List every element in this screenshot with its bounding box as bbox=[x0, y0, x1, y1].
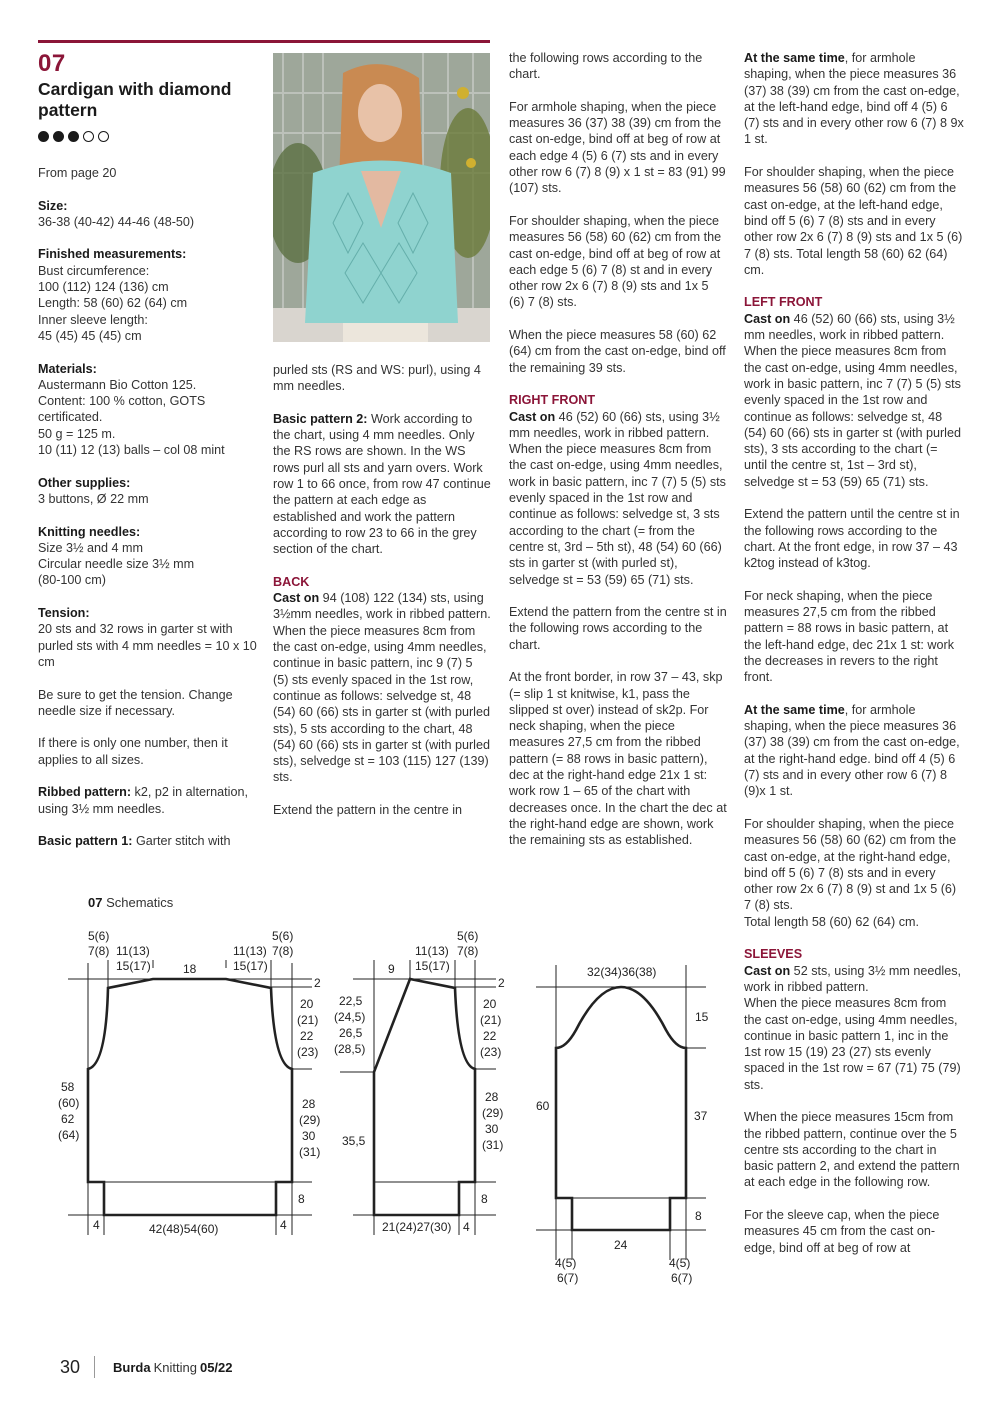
needles-line: Circular needle size 3½ mm bbox=[38, 557, 195, 572]
cast-on-label: Cast on bbox=[744, 963, 791, 978]
dim-label: 37 bbox=[694, 1109, 708, 1123]
dim-label: (21) bbox=[480, 1013, 502, 1027]
dim-label: 15 bbox=[695, 1010, 709, 1024]
dim-label: 4 bbox=[463, 1220, 470, 1234]
left-front-paragraph: Extend the pattern until the centre st in the following rows according to the chart. At the front edge, in row 37 – 43 k2tog instead of k3tog. bbox=[744, 507, 960, 571]
dim-label: 20 bbox=[483, 997, 497, 1011]
sleeves-paragraph: When the piece measures 15cm from the ribbed pattern, continue over the 5 centre sts according to the chart in basic pattern 2, and extend the pattern at each edge in the following row. bbox=[744, 1110, 960, 1190]
pattern-number: 07 bbox=[38, 50, 66, 77]
size-label: Size: bbox=[38, 198, 68, 213]
sizes-note: If there is only one number, then it applies to all sizes. bbox=[38, 736, 228, 767]
dim-label: 8 bbox=[695, 1209, 702, 1223]
back-outline bbox=[88, 979, 292, 1215]
dim-label: 4(5) bbox=[555, 1256, 577, 1270]
tension-note: Be sure to get the tension. Change needle size if necessary. bbox=[38, 687, 233, 718]
dim-label: 30 bbox=[302, 1129, 316, 1143]
dim-label: 6(7) bbox=[557, 1271, 579, 1285]
sleeve-outline bbox=[556, 987, 686, 1230]
supplies-label: Other supplies: bbox=[38, 475, 131, 490]
needles-label: Knitting needles: bbox=[38, 524, 141, 539]
footer-issue: 05/22 bbox=[199, 1359, 233, 1375]
dim-label: 4 bbox=[280, 1218, 287, 1232]
dim-label: 32(34)36(38) bbox=[587, 965, 657, 979]
dim-label: 2 bbox=[498, 976, 505, 990]
cast-on-label: Cast on bbox=[509, 409, 556, 424]
dim-label: 4 bbox=[93, 1218, 100, 1232]
dim-label: 5(6) bbox=[272, 929, 294, 943]
dim-label: 7(8) bbox=[272, 944, 294, 958]
dim-label: 35,5 bbox=[342, 1134, 366, 1148]
dim-label: 18 bbox=[183, 962, 197, 976]
size-value: 36-38 (40-42) 44-46 (48-50) bbox=[38, 214, 195, 229]
dim-label: 22,5 bbox=[339, 994, 363, 1008]
dim-label: 58 bbox=[61, 1080, 75, 1094]
measurement-line: Inner sleeve length: bbox=[38, 312, 148, 327]
same-time-label: At the same time bbox=[744, 51, 845, 65]
cast-on-value: 46 (52) 60 (66) sts, using 3½ mm needles, work in ribbed pattern. bbox=[509, 409, 720, 440]
ribbed-value: k2, p2 in alternation, using 3½ mm needles. bbox=[38, 785, 248, 816]
page-number: 30 bbox=[60, 1356, 81, 1377]
dim-label: (31) bbox=[299, 1145, 321, 1159]
left-front-total: Total length 58 (60) 62 (64) cm. bbox=[744, 914, 920, 929]
dim-label: 11(13) bbox=[233, 944, 267, 958]
materials-line: Austermann Bio Cotton 125. bbox=[38, 377, 197, 392]
materials-line: 50 g = 125 m. bbox=[38, 426, 116, 441]
dim-label: (23) bbox=[297, 1045, 319, 1059]
tension-label: Tension: bbox=[38, 606, 90, 621]
front-labels bbox=[334, 929, 505, 1234]
footer-divider bbox=[94, 1356, 95, 1378]
tension-value: 20 sts and 32 rows in garter st with purled sts with 4 mm needles = 10 x 10 cm bbox=[38, 622, 257, 669]
cast-on-value: 52 sts, using 3½ mm needles, work in ribbed pattern. bbox=[744, 963, 961, 994]
left-front-shoulder: For shoulder shaping, when the piece measures 56 (58) 60 (62) cm from the cast on-edge, at the right-hand edge, bind off 5 (6) 7 (8) sts and in every other row 2x 6 (7) 8 (9) st and 1x 5 (6) 7 (8) sts. bbox=[744, 816, 957, 913]
front-dimension-lines bbox=[340, 960, 496, 1235]
dim-label: 5(6) bbox=[88, 929, 110, 943]
dim-label: 9 bbox=[388, 962, 395, 976]
back-paragraph: Extend the pattern in the centre in bbox=[273, 803, 463, 818]
needles-line: Size 3½ and 4 mm bbox=[38, 540, 143, 555]
back-final: When the piece measures 58 (60) 62 (64) cm from the cast on-edge, bind off the remaining 39 sts. bbox=[509, 328, 726, 375]
dim-label: (28,5) bbox=[334, 1042, 366, 1056]
sleeve-dimension-lines bbox=[536, 965, 706, 1260]
same-time-label: At the same time bbox=[744, 702, 845, 717]
dim-label: 15(17) bbox=[415, 959, 450, 973]
section-heading-left-front: LEFT FRONT bbox=[744, 295, 823, 310]
measurement-line: 100 (112) 124 (136) cm bbox=[38, 280, 169, 295]
dim-label: 2 bbox=[314, 976, 321, 990]
back-shoulder: For shoulder shaping, when the piece measures 56 (58) 60 (62) cm from the cast on-edge, bind off at beg of row at each edge 5 (6) 7 (8) st and in every other row 2x 6 (7) 8 (9) sts and 1x 5 (6) 7 (8) sts. bbox=[509, 213, 722, 310]
measurement-line: Bust circumference: bbox=[38, 263, 150, 278]
dim-label: 5(6) bbox=[457, 929, 479, 943]
cast-on-value: 94 (108) 122 (134) sts, using 3½mm needles, work in ribbed pattern. bbox=[273, 591, 491, 622]
back-paragraph: When the piece measures 8cm from the cast on-edge, using 4mm needles, continue in basic pattern, inc 9 (7) 5 (5) sts evenly spaced in the 1st row, continue as follows: selvedge st, 48 (54) 60 (66) sts in garter st (with purled sts), 5 sts according to the chart, 48 (54) 60 (66) sts in garter st (with purled sts), selvedge st = 103 (115) 127 (139) sts. bbox=[273, 623, 490, 785]
dim-label: 8 bbox=[481, 1192, 488, 1206]
dim-label: (21) bbox=[297, 1013, 319, 1027]
dim-label: 21(24)27(30) bbox=[382, 1220, 452, 1234]
sleeve-labels bbox=[536, 965, 709, 1285]
dim-label: 6(7) bbox=[671, 1271, 693, 1285]
page-footer bbox=[60, 1356, 233, 1378]
dim-label: 28 bbox=[485, 1090, 499, 1104]
left-front-neck: For neck shaping, when the piece measures 27,5 cm from the ribbed pattern = 88 rows in basic pattern, at the left-hand edge, dec 21x 1 st: work the decreases in revers to the right front. bbox=[744, 588, 955, 685]
needles-line: (80-100 cm) bbox=[38, 573, 106, 588]
dim-label: 24 bbox=[614, 1238, 628, 1252]
back-schematic bbox=[68, 960, 312, 1235]
measurement-line: Length: 58 (60) 62 (64) cm bbox=[38, 296, 188, 311]
schematics-number: 07 bbox=[88, 895, 103, 910]
front-outline bbox=[374, 979, 475, 1215]
dim-label: 26,5 bbox=[339, 1026, 363, 1040]
dim-label: 4(5) bbox=[669, 1256, 691, 1270]
dim-label: 22 bbox=[300, 1029, 314, 1043]
dim-label: 15(17) bbox=[116, 959, 151, 973]
cast-on-label: Cast on bbox=[273, 591, 320, 606]
basic1-continued: purled sts (RS and WS: purl), using 4 mm needles. bbox=[273, 363, 481, 394]
back-labels bbox=[58, 929, 321, 1236]
dim-label: 7(8) bbox=[457, 944, 479, 958]
dim-label: (31) bbox=[482, 1138, 504, 1152]
materials-line: certificated. bbox=[38, 410, 103, 425]
section-heading-sleeves: SLEEVES bbox=[744, 947, 803, 962]
dim-label: 20 bbox=[300, 997, 314, 1011]
dim-label: (29) bbox=[482, 1106, 504, 1120]
cast-on-value: 46 (52) 60 (66) sts, using 3½ mm needles, work in ribbed pattern. bbox=[744, 311, 955, 343]
left-front-paragraph: When the piece measures 8cm from the cast on-edge, using 4mm needles, work in basic pattern, inc 7 (7) 5 (5) sts evenly spaced in the 1st row and continue as follows: selvedge st, 48 (54) 60 (66) sts in garter st (with purled sts), 3 sts according to the chart (= until the centre st, 1st – 3rd st), selvedge st = 53 (59) 65 (71) sts. bbox=[744, 344, 961, 489]
right-front-shoulder: For shoulder shaping, when the piece measures 56 (58) 60 (62) cm from the cast on-edge, at the left-hand edge, bind off 5 (6) 7 (8) sts and in every other row 2x 6 (7) 8 (9) sts and 1x 5 (6) 7 (8) sts. Total length 58 (60) 62 (64) cm. bbox=[744, 165, 963, 277]
basic2-label: Basic pattern 2: bbox=[273, 411, 368, 426]
sleeves-paragraph: When the piece measures 8cm from the cast on-edge, using 4mm needles, continue in basic pattern 1, inc in the 1st row 15 (19) 23 (27) sts evenly spaced in the 1st row = 67 (71) 75 (79) sts. bbox=[744, 996, 961, 1092]
dim-label: 28 bbox=[302, 1097, 316, 1111]
right-front-paragraph: When the piece measures 8cm from the cast on-edge, using 4mm needles, work in basic pattern, inc 7 (7) 5 (5) sts evenly spaced in the 1st row and continue as follows: selvedge st, 3 sts according to the chart (= from the centre st, 3rd – 5th st), 48 (54) 60 (66) sts in garter st (with purled st), selvedge st = 53 (59) 65 (71) sts. bbox=[509, 442, 726, 587]
ribbed-label: Ribbed pattern: bbox=[38, 785, 132, 800]
supplies-value: 3 buttons, Ø 22 mm bbox=[38, 491, 149, 506]
dim-label: (23) bbox=[480, 1045, 502, 1059]
back-armhole: For armhole shaping, when the piece measures 36 (37) 38 (39) cm from the cast on-edge, bind off at beg of row at each edge 4 (5) 6 (7) sts and in every other row 6 (7) 8 (9) x 1 st = 83 (91) 99 (107) sts. bbox=[509, 99, 726, 196]
dim-label: (60) bbox=[58, 1096, 80, 1110]
from-page: From page 20 bbox=[38, 166, 117, 180]
measurement-line: 45 (45) 45 (45) cm bbox=[38, 328, 142, 343]
cast-on-label: Cast on bbox=[744, 311, 791, 326]
right-front-paragraph: Extend the pattern from the centre st in the following rows according to the chart. bbox=[509, 605, 727, 652]
section-heading-back: BACK bbox=[273, 574, 310, 589]
dim-label: 30 bbox=[485, 1122, 499, 1136]
dim-label: 42(48)54(60) bbox=[149, 1222, 219, 1236]
basic2-value: Work according to the chart, using 4 mm needles. Only the RS rows are shown. In the WS rows purl all sts and yarn overs. Work row 1 to 66 once, from row 47 continue the pattern at each edge as established and work the pattern according to row 23 to 66 in the grey section of the chart. bbox=[273, 411, 491, 557]
schematics-label: Schematics bbox=[102, 895, 174, 910]
dim-label: 8 bbox=[298, 1192, 305, 1206]
measurements-label: Finished measurements: bbox=[38, 247, 187, 262]
dim-label: (24,5) bbox=[334, 1010, 366, 1024]
dim-label: 60 bbox=[536, 1099, 550, 1113]
basic1-label: Basic pattern 1: bbox=[38, 834, 133, 849]
basic1-value: Garter stitch with bbox=[132, 834, 231, 849]
dim-label: 7(8) bbox=[88, 944, 110, 958]
dim-label: 11(13) bbox=[116, 944, 150, 958]
materials-label: Materials: bbox=[38, 361, 97, 376]
section-heading-right-front: RIGHT FRONT bbox=[509, 393, 596, 408]
dim-label: 22 bbox=[483, 1029, 497, 1043]
sleeves-paragraph: For the sleeve cap, when the piece measures 45 cm from the cast on-edge, bind off at beg of row at bbox=[744, 1208, 940, 1255]
materials-line: Content: 100 % cotton, GOTS bbox=[38, 394, 206, 409]
right-front-paragraph: At the front border, in row 37 – 43, skp (= slip 1 st knitwise, k1, pass the slipped st over) instead of sk2p. For neck shaping, when the piece measures 27,5 cm from the ribbed pattern (= 88 rows in basic pattern), dec at the right-hand edge 21x 1 st: work row 1 – 65 of the chart with decreases once. In the chart the dec at the right-hand edge are shown, work the remaining sts as established. bbox=[509, 670, 727, 848]
dim-label: (29) bbox=[299, 1113, 321, 1127]
footer-brand: Burda bbox=[113, 1359, 151, 1375]
dim-label: 62 bbox=[61, 1112, 75, 1126]
right-front-armhole: , for armhole shaping, when the piece measures 36 (37) 38 (39) cm from the cast on-edge, at the left-hand edge, bind off 4 (5) 6 (7) sts and in every other row 6 (7) 8 9x 1 st. bbox=[744, 51, 964, 147]
left-front-armhole: , for armhole shaping, when the piece measures 36 (37) 38 (39) cm from the cast on-edge, at the right-hand edge. bind off 4 (5) 6 (7) sts and in every other row 6 (7) 8 (9)x 1 st. bbox=[744, 702, 960, 799]
materials-line: 10 (11) 12 (13) balls – col 08 mint bbox=[38, 443, 225, 458]
pattern-title: Cardigan with diamond pattern bbox=[38, 79, 232, 120]
dim-label: 11(13) bbox=[415, 944, 449, 958]
back-paragraph: the following rows according to the chart. bbox=[509, 51, 703, 82]
front-schematic bbox=[340, 960, 496, 1235]
footer-magazine: Knitting bbox=[153, 1359, 197, 1375]
sleeve-schematic bbox=[536, 965, 706, 1260]
dim-label: 15(17) bbox=[233, 959, 268, 973]
dim-label: (64) bbox=[58, 1128, 80, 1142]
